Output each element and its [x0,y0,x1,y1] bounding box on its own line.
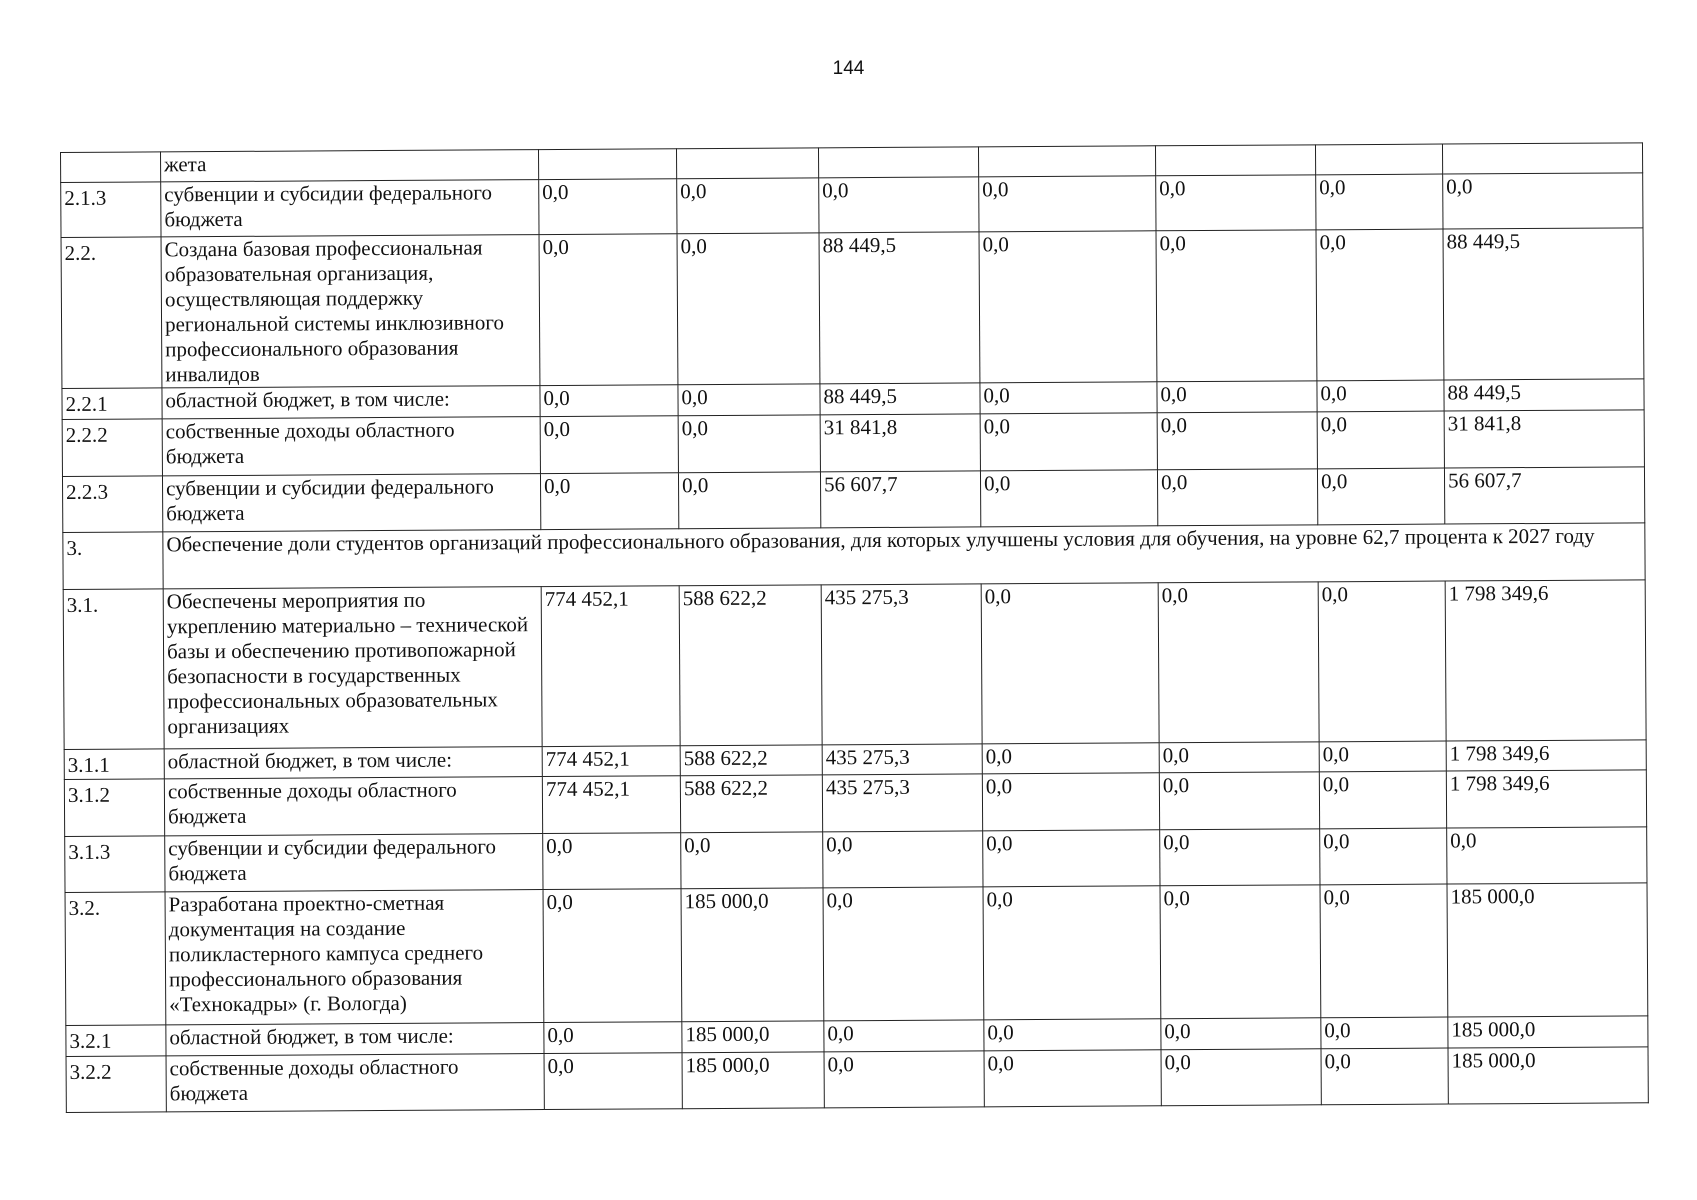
value-cell: 88 449,5 [819,232,980,384]
table-row [62,467,1644,533]
value-cell: 588 622,2 [679,585,822,746]
budget-table [60,142,1649,1113]
value-cell: 31 841,8 [1444,410,1644,468]
value-cell: 0,0 [681,832,823,889]
value-cell: 0,0 [1157,381,1317,413]
value-cell: 0,0 [539,179,677,235]
row-number-cell: 2.2. [61,237,162,389]
value-cell [1155,145,1315,176]
value-cell: 0,0 [544,1053,682,1110]
value-cell: 0,0 [1158,582,1319,743]
table-row [61,173,1643,238]
value-cell: 0,0 [824,1051,984,1108]
value-cell: 0,0 [1447,827,1647,884]
value-cell: 88 449,5 [820,383,980,415]
value-cell: 0,0 [1160,829,1320,886]
value-cell: 185 000,0 [1448,1047,1648,1104]
value-cell: 0,0 [983,886,1161,1020]
table-row [65,827,1647,893]
value-cell: 56 607,7 [820,471,980,528]
row-number-cell: 2.2.3 [62,476,162,533]
value-cell: 774 452,1 [542,776,680,834]
row-number-cell [61,152,161,183]
value-cell: 185 000,0 [1448,1016,1648,1048]
value-cell: 1 798 349,6 [1446,740,1646,771]
value-cell: 0,0 [980,382,1157,414]
value-cell: 0,0 [1317,411,1444,469]
row-description-cell: собственные доходы областного бюджета [164,777,542,836]
value-cell: 0,0 [543,833,681,890]
value-cell: 774 452,1 [541,586,680,747]
value-cell: 435 275,3 [822,744,982,775]
value-cell: 0,0 [539,234,678,386]
value-cell: 31 841,8 [820,414,980,472]
value-cell: 56 607,7 [1444,467,1644,524]
value-cell: 0,0 [982,773,1159,831]
value-cell: 0,0 [1319,741,1446,772]
value-cell: 0,0 [1316,174,1443,230]
row-number-cell: 2.2.1 [62,388,162,420]
value-cell: 0,0 [540,473,678,530]
value-cell [978,146,1155,177]
value-cell: 0,0 [678,384,820,416]
row-description-cell: Разработана проектно-сметная документация на создание поликластерного кампуса среднего профессионального образования «Технокадры» (г. Вологда) [165,890,544,1025]
row-number-cell: 3.1.3 [65,836,165,893]
value-cell: 0,0 [983,830,1160,887]
value-cell: 0,0 [1321,1017,1448,1049]
value-cell [1442,143,1642,174]
table-row [64,770,1646,837]
row-description-cell: Обеспечены мероприятия по укреплению материально – технической базы и обеспечению противопожарной безопасности в государственных профессиональных образовательных организациях [163,587,542,749]
value-cell: 0,0 [1161,1049,1321,1106]
value-cell: 588 622,2 [680,745,822,776]
value-cell: 1 798 349,6 [1446,770,1646,828]
value-cell: 0,0 [982,743,1159,774]
value-cell: 0,0 [980,413,1157,471]
value-cell: 0,0 [824,1020,984,1052]
row-description-cell: областной бюджет, в том числе: [162,386,540,419]
row-description-cell: областной бюджет, в том числе: [166,1023,544,1056]
row-description-cell: жета [161,150,539,182]
value-cell: 0,0 [543,889,682,1023]
row-description-cell: Создана базовая профессиональная образовательная организация, осуществляющая поддержку региональной системы инклюзивного профессионального образования инвалидов [161,235,540,388]
row-number-cell: 2.1.3 [61,182,161,238]
table-row [65,883,1648,1026]
row-description-cell: собственные доходы областного бюджета [162,417,540,476]
row-description-cell: субвенции и субсидии федерального бюджета [165,834,543,892]
value-cell: 435 275,3 [822,774,982,832]
value-cell: 0,0 [1159,742,1319,773]
row-description-cell: собственные доходы областного бюджета [166,1054,544,1112]
row-number-cell: 3.2.1 [66,1025,166,1057]
value-cell: 0,0 [540,416,678,474]
value-cell: 88 449,5 [1443,228,1644,380]
row-description-cell: субвенции и субсидии федерального бюджета [162,474,540,532]
value-cell: 0,0 [1157,469,1317,526]
value-cell: 0,0 [1160,885,1321,1019]
value-cell [676,148,818,179]
table-row [62,410,1644,477]
row-number-cell: 3.1.1 [64,749,164,780]
value-cell: 0,0 [984,1019,1161,1051]
value-cell: 0,0 [1318,581,1446,742]
value-cell: 0,0 [819,177,979,233]
value-cell: 0,0 [1320,828,1447,885]
value-cell: 0,0 [1321,1048,1448,1105]
value-cell: 0,0 [1159,772,1319,830]
value-cell: 0,0 [1316,229,1444,381]
row-number-cell: 3.1. [63,589,164,750]
value-cell: 185 000,0 [1447,883,1648,1017]
value-cell: 0,0 [979,176,1156,232]
row-number-cell: 2.2.2 [62,419,162,477]
value-cell: 0,0 [678,472,820,529]
row-number-cell: 3. [63,532,163,590]
value-cell: 0,0 [980,470,1157,527]
value-cell [1315,144,1442,175]
value-cell: 435 275,3 [821,584,982,745]
value-cell: 185 000,0 [682,1052,824,1109]
value-cell: 1 798 349,6 [1445,580,1646,741]
value-cell: 588 622,2 [680,775,822,833]
table-row [63,523,1645,590]
value-cell: 0,0 [1156,175,1316,231]
value-cell: 0,0 [1320,884,1448,1018]
row-number-cell: 3.1.2 [64,779,164,837]
row-description-cell: Обеспечение доли студентов организаций профессионального образования, для которых улучшены условия для обучения, на уровне 62,7 процента к 2027 году [163,523,1645,589]
value-cell: 0,0 [1317,468,1444,525]
value-cell: 0,0 [1161,1018,1321,1050]
value-cell: 0,0 [984,1050,1161,1107]
value-cell: 0,0 [677,233,820,385]
value-cell: 185 000,0 [681,888,824,1022]
value-cell: 0,0 [823,831,983,888]
value-cell [538,149,676,180]
value-cell: 0,0 [677,178,819,234]
value-cell: 0,0 [678,415,820,473]
value-cell: 0,0 [1443,173,1643,229]
row-description-cell: субвенции и субсидии федерального бюджета [161,180,539,237]
value-cell [818,147,978,178]
value-cell: 774 452,1 [542,746,680,777]
table-row [66,1047,1648,1113]
value-cell: 88 449,5 [1444,379,1644,411]
value-cell: 0,0 [1156,230,1317,382]
value-cell: 0,0 [979,231,1157,383]
value-cell: 0,0 [1319,771,1446,829]
value-cell: 0,0 [544,1022,682,1054]
value-cell: 0,0 [540,385,678,417]
row-description-cell: областной бюджет, в том числе: [164,747,542,779]
table-row [61,228,1644,389]
row-number-cell: 3.2.2 [66,1056,166,1113]
value-cell: 0,0 [1157,412,1317,470]
row-number-cell: 3.2. [65,892,166,1026]
value-cell: 0,0 [1317,380,1444,412]
page-number: 144 [832,58,865,79]
value-cell: 185 000,0 [682,1021,824,1053]
value-cell: 0,0 [823,887,984,1021]
table-row [63,580,1646,750]
value-cell: 0,0 [981,583,1159,744]
